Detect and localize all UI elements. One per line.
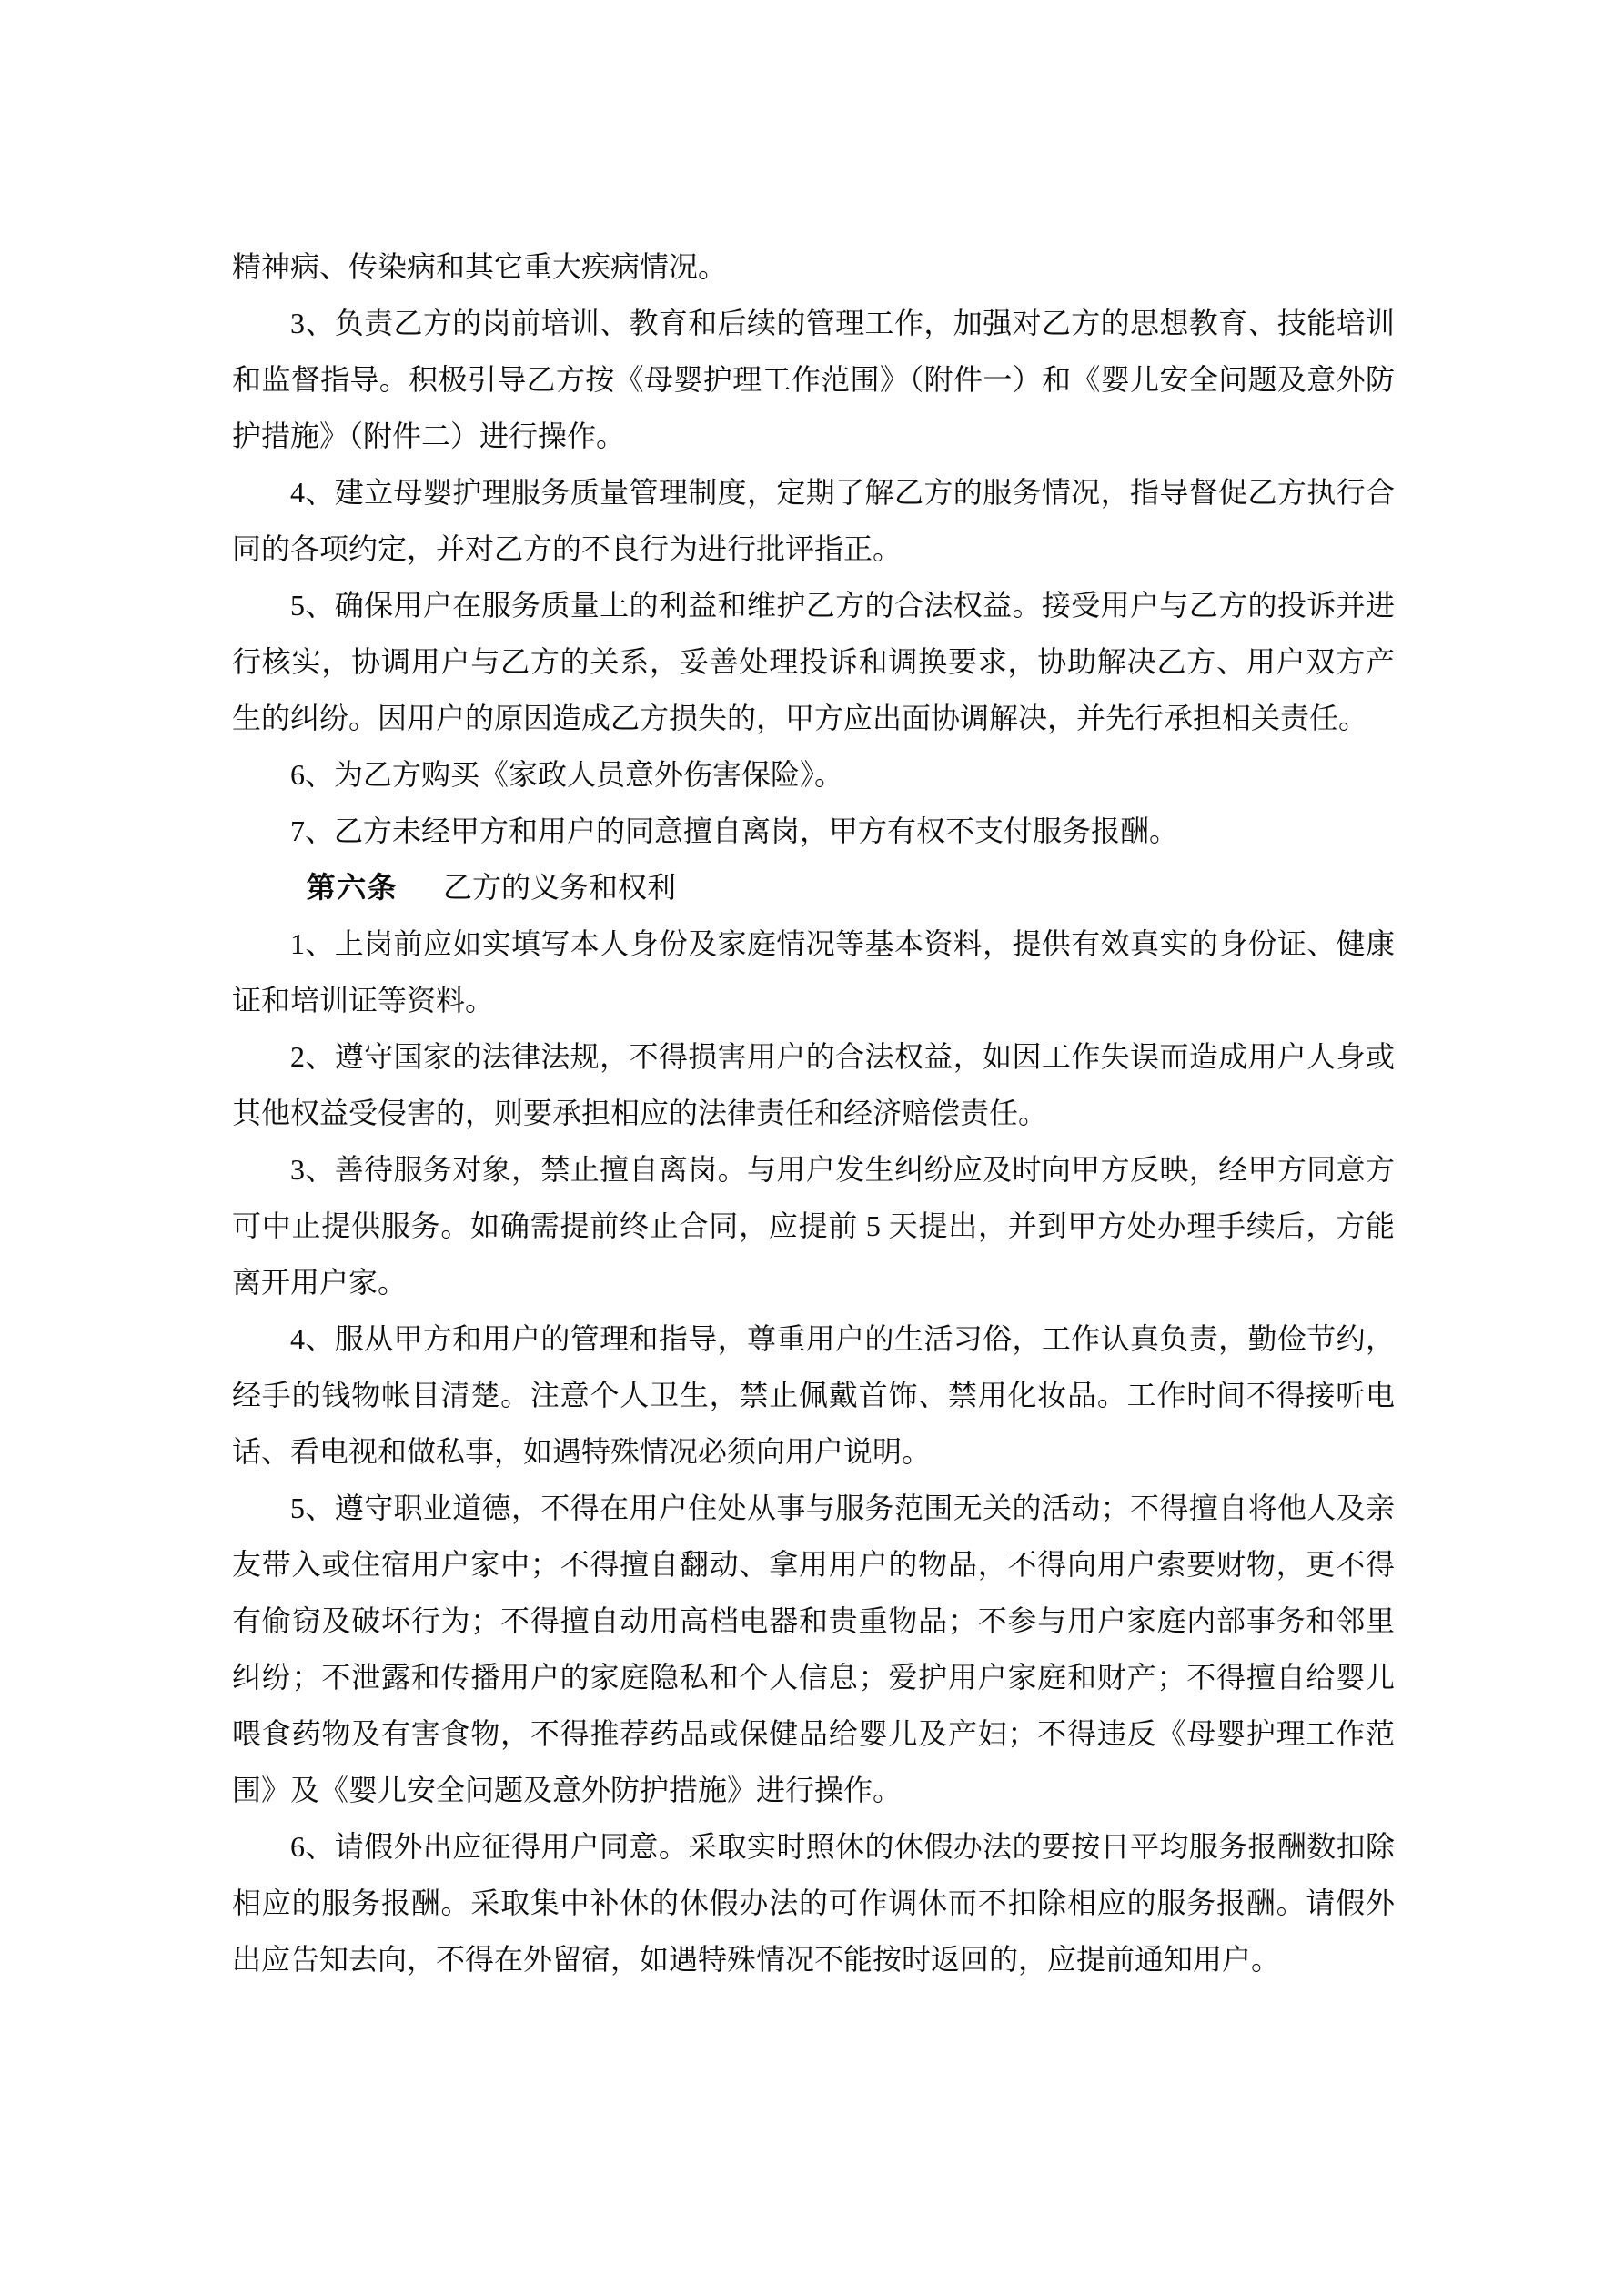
paragraph: 4、建立母婴护理服务质量管理制度，定期了解乙方的服务情况，指导督促乙方执行合同的各项约定，并对乙方的不良行为进行批评指正。 [232,476,1395,565]
paragraph: 2、遵守国家的法律法规，不得损害用户的合法权益，如因工作失误而造成用户人身或其他权益受侵害的，则要承担相应的法律责任和经济赔偿责任。 [232,1040,1395,1129]
paragraph-continuation: 精神病、传染病和其它重大疾病情况。 [232,250,728,283]
paragraph: 6、为乙方购买《家政人员意外伤害保险》。 [290,758,844,791]
paragraph: 3、善待服务对象，禁止擅自离岗。与用户发生纠纷应及时向甲方反映，经甲方同意方可中止提供服务。如确需提前终止合同，应提前 5 天提出，并到甲方处办理手续后，方能离开用户家。 [232,1153,1395,1299]
paragraph: 5、遵守职业道德，不得在用户住处从事与服务范围无关的活动；不得擅自将他人及亲友带入或住宿用户家中；不得擅自翻动、拿用用户的物品，不得向用户索要财物，更不得有偷窃及破坏行为；不得擅自动用高档电器和贵重物品；不参与用户家庭内部事务和邻里纠纷；不泄露和传播用户的家庭隐私和个人信息；爱护用户家庭和财产；不得擅自给婴儿喂食药物及有害食物，不得推荐药品或保健品给婴儿及产妇；不得违反《母婴护理工作范围》及《婴儿安全问题及意外防护措施》进行操作。 [232,1492,1395,1806]
document-body [232,238,1395,1988]
section-heading-label: 第六条 [306,871,398,904]
paragraph: 4、服从甲方和用户的管理和指导，尊重用户的生活习俗，工作认真负责，勤俭节约，经手的钱物帐目清楚。注意个人卫生，禁止佩戴首饰、禁用化妆品。工作时间不得接听电话、看电视和做私事，如遇特殊情况必须向用户说明。 [232,1322,1395,1468]
paragraph: 1、上岗前应如实填写本人身份及家庭情况等基本资料，提供有效真实的身份证、健康证和培训证等资料。 [232,927,1395,1017]
section-heading [232,859,1395,915]
section-heading-text: 乙方的义务和权利 [443,871,677,904]
paragraph: 6、请假外出应征得用户同意。采取实时照休的休假办法的要按日平均服务报酬数扣除相应的服务报酬。采取集中补休的休假办法的可作调休而不扣除相应的服务报酬。请假外出应告知去向，不得在外留宿，如遇特殊情况不能按时返回的，应提前通知用户。 [232,1830,1395,1976]
paragraph: 7、乙方未经甲方和用户的同意擅自离岗，甲方有权不支付服务报酬。 [290,814,1179,847]
paragraph: 5、确保用户在服务质量上的利益和维护乙方的合法权益。接受用户与乙方的投诉并进行核实，协调用户与乙方的关系，妥善处理投诉和调换要求，协助解决乙方、用户双方产生的纠纷。因用户的原因造成乙方损失的，甲方应出面协调解决，并先行承担相关责任。 [232,589,1395,734]
paragraph: 3、负责乙方的岗前培训、教育和后续的管理工作，加强对乙方的思想教育、技能培训和监督指导。积极引导乙方按《母婴护理工作范围》（附件一）和《婴儿安全问题及意外防护措施》（附件二）进行操作。 [232,307,1395,452]
